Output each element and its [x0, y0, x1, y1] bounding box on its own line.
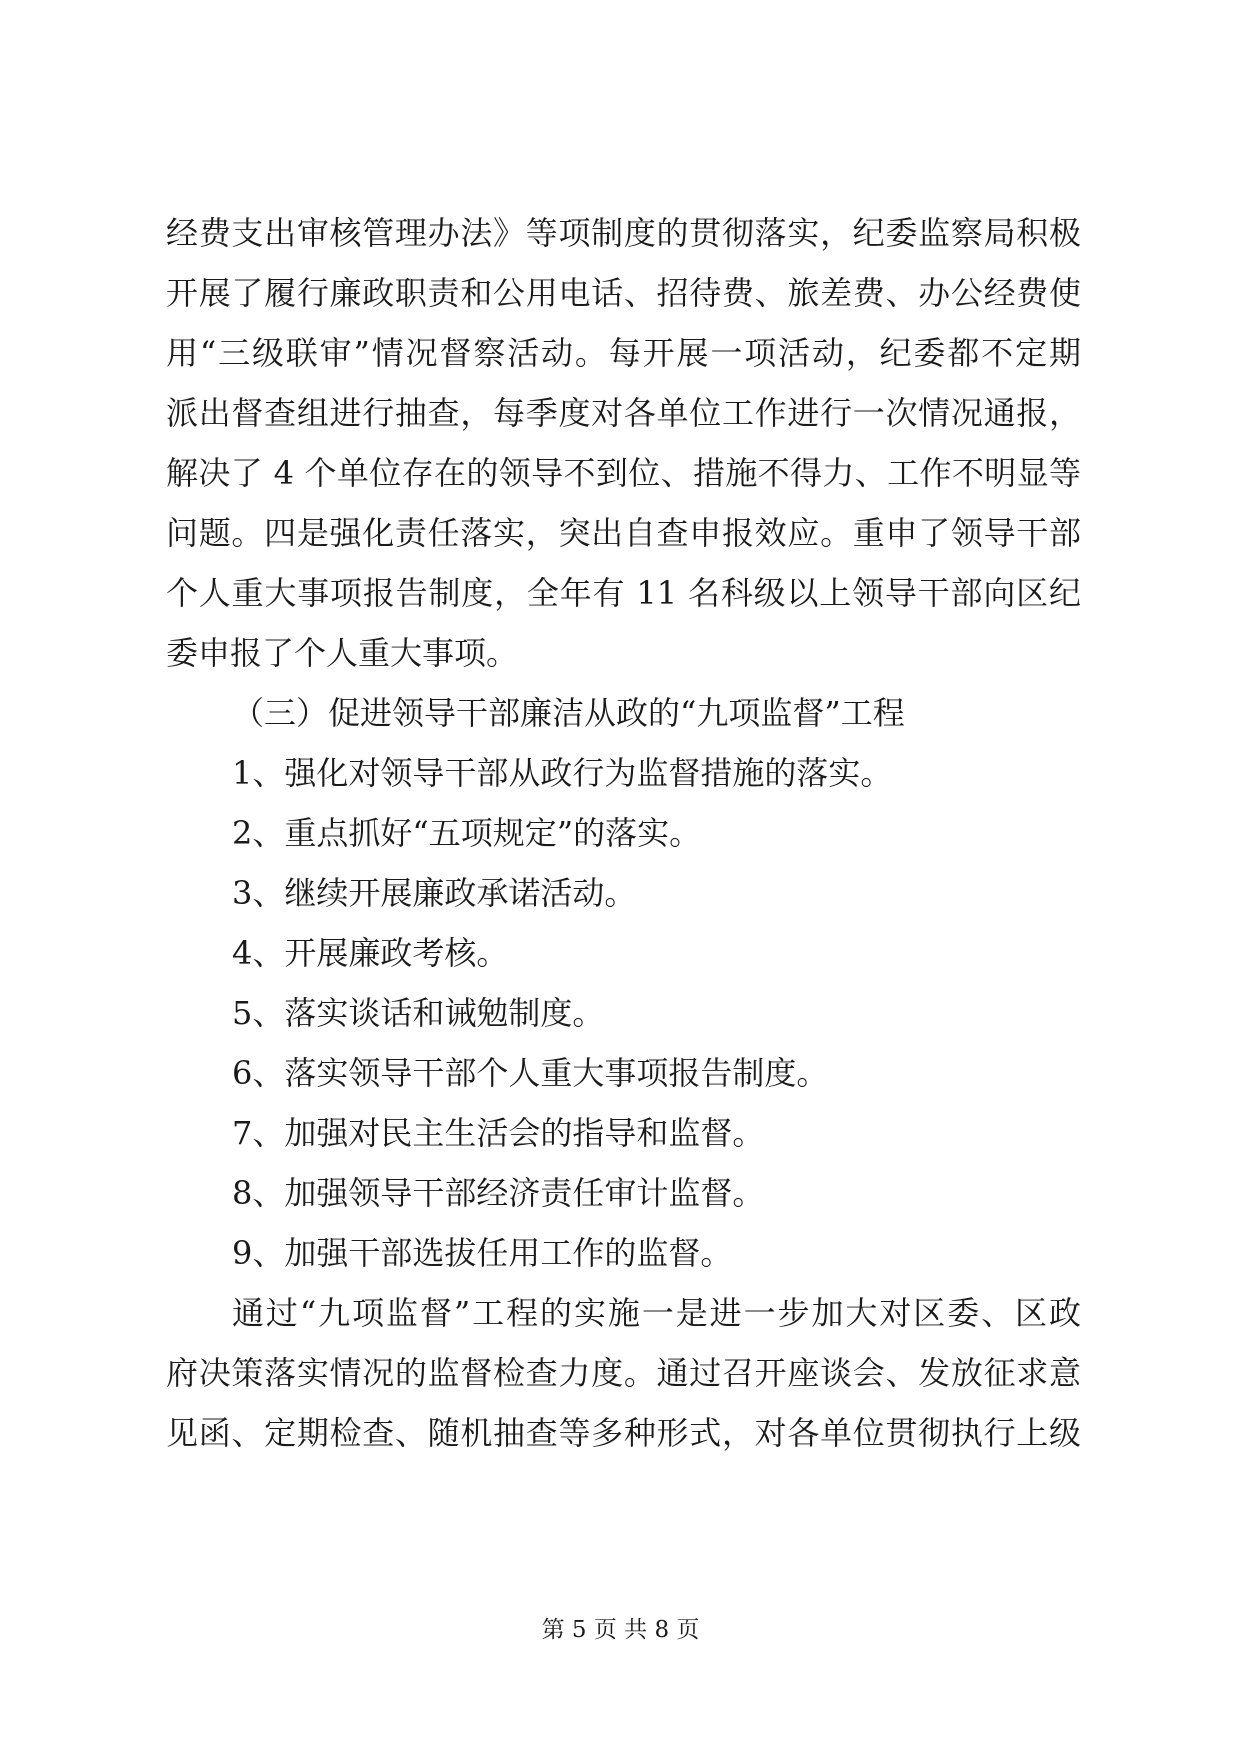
- paragraph-line: 见函、定期检查、随机抽查等多种形式，对各单位贯彻执行上级: [166, 1414, 1081, 1452]
- list-item: 1、强化对领导干部从政行为监督措施的落实。: [232, 754, 893, 792]
- paragraph-line: 派出督查组进行抽查，每季度对各单位工作进行一次情况通报，: [166, 394, 1081, 432]
- paragraph-line: 府决策落实情况的监督检查力度。通过召开座谈会、发放征求意: [166, 1354, 1081, 1392]
- page-number-footer: 第 5 页 共 8 页: [541, 1617, 700, 1643]
- paragraph-line: 开展了履行廉政职责和公用电话、招待费、旅差费、办公经费使: [166, 274, 1081, 312]
- list-item: 5、落实谈话和诫勉制度。: [232, 994, 605, 1032]
- list-item: 9、加强干部选拔任用工作的监督。: [232, 1234, 733, 1272]
- section-heading: （三）促进领导干部廉洁从政的“九项监督”工程: [232, 694, 905, 732]
- list-item: 2、重点抓好“五项规定”的落实。: [232, 814, 702, 852]
- list-item: 6、落实领导干部个人重大事项报告制度。: [232, 1054, 829, 1092]
- list-item: 7、加强对民主生活会的指导和监督。: [232, 1114, 765, 1152]
- paragraph-line: 经费支出审核管理办法》等项制度的贯彻落实，纪委监察局积极: [166, 214, 1081, 252]
- list-item: 3、继续开展廉政承诺活动。: [232, 874, 637, 912]
- paragraph-line: 个人重大事项报告制度，全年有 11 名科级以上领导干部向区纪: [166, 574, 1081, 612]
- paragraph-line: 解决了 4 个单位存在的领导不到位、措施不得力、工作不明显等: [166, 454, 1081, 492]
- list-item: 8、加强领导干部经济责任审计监督。: [232, 1174, 765, 1212]
- paragraph-line: 通过“九项监督”工程的实施一是进一步加大对区委、区政: [232, 1294, 1081, 1332]
- list-item: 4、开展廉政考核。: [232, 934, 509, 972]
- paragraph-line: 问题。四是强化责任落实，突出自查申报效应。重申了领导干部: [166, 514, 1081, 552]
- paragraph-line: 用“三级联审”情况督察活动。每开展一项活动，纪委都不定期: [166, 334, 1081, 372]
- paragraph-line: 委申报了个人重大事项。: [166, 634, 519, 672]
